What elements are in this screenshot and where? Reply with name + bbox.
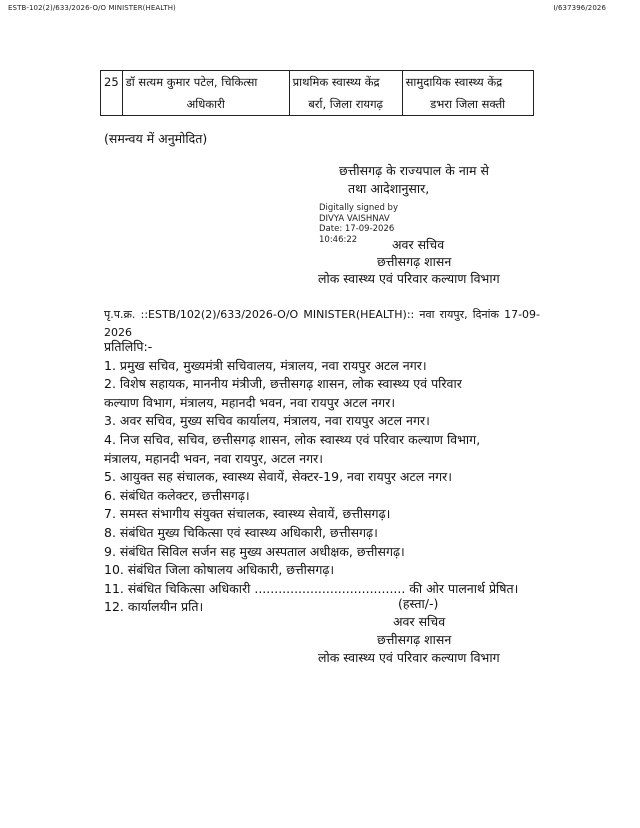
signatory-government: छत्तीसगढ़ शासन (377, 254, 452, 269)
digital-signature-name: DIVYA VAISHNAV (319, 213, 390, 224)
list-item: 1. प्रमुख सचिव, मुख्यमंत्री सचिवालय, मंत्रालय, नवा रायपुर अटल नगर। (104, 357, 427, 373)
serial-number-cell: 25 (101, 71, 123, 116)
list-item: 10. संबंधित जिला कोषालय अधिकारी, छत्तीसगढ़। (104, 562, 335, 578)
officer-name-line1: डॉ सत्यम कुमार पटेल, चिकित्सा (125, 75, 258, 89)
bottom-signatory-designation: अवर सचिव (393, 614, 446, 629)
list-item: 11. संबंधित चिकित्सा अधिकारी ...................................... की ओर पालनार्थ प्रेषित। (104, 580, 519, 596)
list-item: 12. कार्यालयीन प्रति। (104, 599, 204, 615)
officer-name-cell (122, 71, 289, 116)
digital-signature (319, 203, 398, 245)
list-item: 8. संबंधित मुख्य चिकित्सा एवं स्वास्थ्य अधिकारी, छत्तीसगढ़। (104, 524, 378, 540)
copy-to-heading: प्रतिलिपि:- (104, 339, 153, 354)
new-posting-line1: सामुदायिक स्वास्थ्य केंद्र (405, 75, 503, 89)
current-posting-cell (289, 71, 402, 116)
order-by-line2: तथा आदेशानुसार, (348, 181, 430, 196)
copy-to-list (104, 338, 518, 617)
new-posting-cell (402, 71, 533, 116)
receipt-number-header: I/637396/2026 (553, 4, 606, 12)
list-item: 3. अवर सचिव, मुख्य सचिव कार्यालय, मंत्रालय, नवा रायपुर अटल नगर। (104, 413, 430, 429)
list-item: 9. संबंधित सिविल सर्जन सह मुख्य अस्पताल अधीक्षक, छत्तीसगढ़। (104, 543, 405, 559)
current-posting-line1: प्राथमिक स्वास्थ्य केंद्र (292, 75, 380, 89)
digital-signature-time: 10:46:22 (319, 234, 358, 245)
file-reference-header: ESTB-102(2)/633/2026-O/O MINISTER(HEALTH) (8, 4, 176, 12)
digital-signature-label: Digitally signed by (319, 203, 398, 213)
order-by-line1: छत्तीसगढ़ के राज्यपाल के नाम से (339, 163, 489, 178)
signatory-designation: अवर सचिव (392, 237, 445, 252)
list-item: 5. आयुक्त सह संचालक, स्वास्थ्य सेवायें, सेक्टर-19, नवा रायपुर अटल नगर। (104, 469, 453, 485)
list-item: 4. निज सचिव, सचिव, छत्तीसगढ़ शासन, लोक स्वास्थ्य एवं परिवार कल्याण विभाग, (104, 431, 481, 447)
list-item: मंत्रालय, महानदी भवन, नवा रायपुर, अटल नगर। (104, 450, 324, 466)
signatory-department: लोक स्वास्थ्य एवं परिवार कल्याण विभाग (318, 271, 500, 286)
posting-table (100, 70, 534, 116)
new-posting-line2: डभरा जिला सक्ती (430, 97, 506, 111)
list-item: कल्याण विभाग, मंत्रालय, महानदी भवन, नवा रायपुर अटल नगर। (104, 394, 396, 410)
table-row (101, 71, 534, 116)
bottom-signed-mark: (हस्ता/-) (398, 596, 439, 611)
approval-note: (समन्वय में अनुमोदित) (104, 131, 208, 146)
endorsement-reference: पृ.प.क्र. ::ESTB/102(2)/633/2026-O/O MINISTER(HEALTH):: नवा रायपुर, दिनांक 17-09-2026 (104, 308, 540, 339)
officer-name-line2: अधिकारी (186, 97, 225, 111)
current-posting-line2: बर्रा, जिला रायगढ़ (308, 97, 384, 111)
list-item: 6. संबंधित कलेक्टर, छत्तीसगढ़। (104, 487, 250, 503)
list-item: 7. समस्त संभागीय संयुक्त संचालक, स्वास्थ्य सेवायें, छत्तीसगढ़। (104, 506, 391, 522)
list-item: 2. विशेष सहायक, माननीय मंत्रीजी, छत्तीसगढ़ शासन, लोक स्वास्थ्य एवं परिवार (104, 376, 462, 392)
bottom-signatory-department: लोक स्वास्थ्य एवं परिवार कल्याण विभाग (318, 650, 500, 665)
bottom-signatory-government: छत्तीसगढ़ शासन (377, 632, 452, 647)
digital-signature-date: Date: 17-09-2026 (319, 224, 395, 234)
